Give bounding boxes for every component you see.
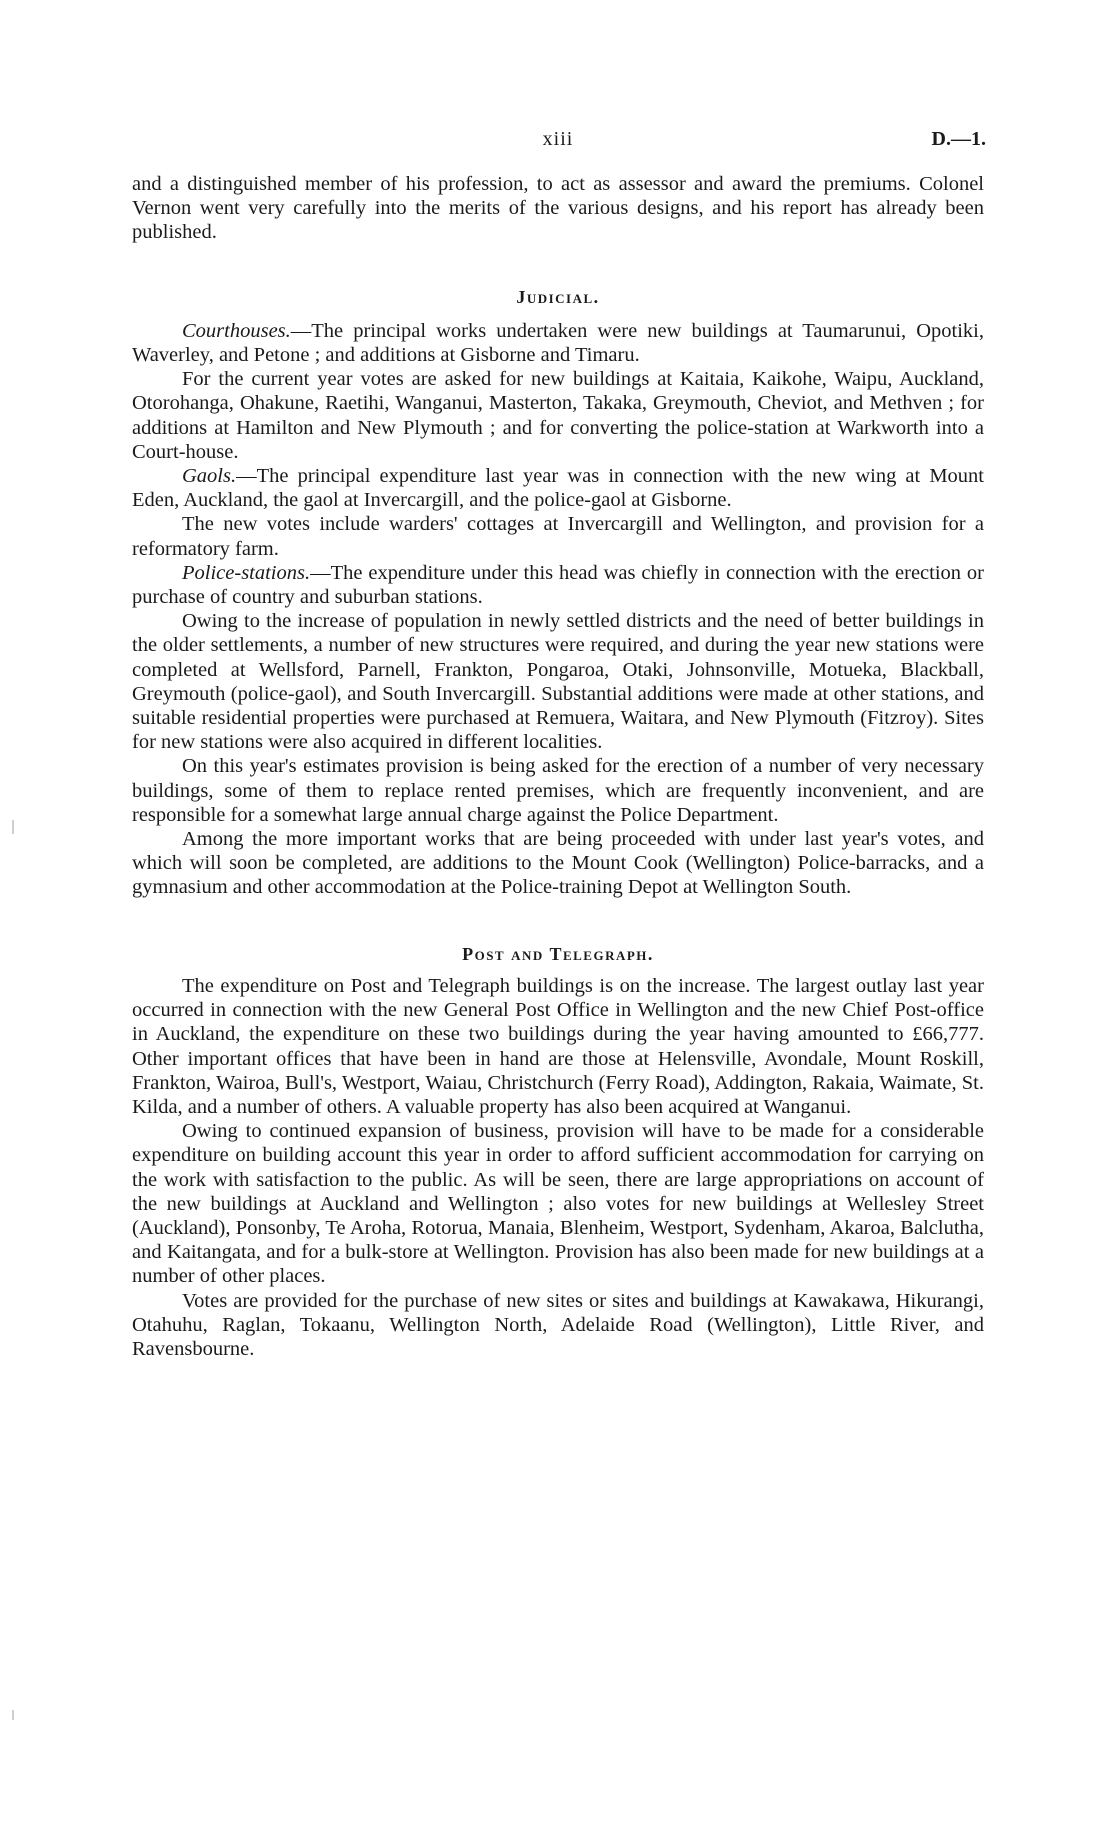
police-stations-label: Police-stations.	[182, 561, 311, 584]
post-sites-paragraph: Votes are provided for the purchase of new sites or sites and buildings at Kawakawa, Hikurangi, Otahuhu, Raglan, Tokaanu, Wellington North, Adelaide Road (Wellington), Little River, and Ravensbourne.	[132, 1289, 984, 1360]
works-paragraph: Among the more important works that are being proceeded with under last year's votes, and which will soon be completed, are additions to the Mount Cook (Wellington) Police-barracks, and a gymnasium and other accommodation at the Police-training Depot at Wellington South.	[132, 828, 984, 899]
section-heading-post-telegraph: Post and Telegraph.	[462, 943, 654, 964]
gaols-paragraph	[132, 464, 984, 512]
courthouses-paragraph	[132, 319, 984, 367]
document-reference: D.—1.	[931, 128, 986, 150]
post-expenditure-paragraph: The expenditure on Post and Telegraph buildings is on the increase. The largest outlay last year occurred in connection with the new General Post Office in Wellington and the new Chief Post-office in Auckland, the expenditure on these two buildings during the year having amounted to £66,777. Other important offices that have been in hand are those at Helensville, Avondale, Mount Roskill, Frankton, Wairoa, Bull's, Westport, Waiau, Christchurch (Ferry Road), Addington, Rakaia, Waimate, St. Kilda, and a number of others. A valuable property has also been acquired at Wanganui.	[132, 974, 984, 1118]
post-expansion-paragraph: Owing to continued expansion of business, provision will have to be made for a considerable expenditure on building account this year in order to afford sufficient accommodation for carrying on the work with satisfaction to the public. As will be seen, there are large appropriations on account of the new buildings at Auckland and Wellington ; also votes for new buildings at Wellesley Street (Auckland), Ponsonby, Te Aroha, Rotorua, Manaia, Blenheim, Westport, Sydenham, Akaroa, Balclutha, and Kaitangata, and for a bulk-store at Wellington. Provision has also been made for new buildings at a number of other places.	[132, 1120, 984, 1288]
intro-paragraph: and a distinguished member of his profession, to act as assessor and award the premiums. Colonel Vernon went very carefully into the merits of the various designs, and his report has already been published.	[132, 173, 984, 244]
gaols-label: Gaols.	[182, 465, 237, 488]
gaols-text: —The principal expenditure last year was in connection with the new wing at Mount Eden, Auckland, the gaol at Invercargill, and the police-gaol at Gisborne.	[132, 465, 984, 512]
scan-edge-mark	[12, 820, 14, 834]
courthouses-label: Courthouses.	[182, 319, 291, 342]
page-number: xiii	[542, 128, 574, 150]
estimates-paragraph: On this year's estimates provision is being asked for the erection of a number of very necessary buildings, some of them to replace rented premises, which are frequently inconvenient, and are responsible for a somewhat large annual charge against the Police Department.	[132, 755, 984, 826]
page-body	[132, 172, 984, 1361]
courthouses-text: —The principal works undertaken were new buildings at Taumarunui, Opotiki, Waverley, and Petone ; and additions at Gisborne and Timaru.	[132, 319, 984, 367]
gaols-votes-paragraph: The new votes include warders' cottages at Invercargill and Wellington, and provision for a reformatory farm.	[132, 513, 984, 560]
population-paragraph: Owing to the increase of population in newly settled districts and the need of better buildings in the older settlements, a number of new structures were required, and during the year new stations were completed at Wellsford, Parnell, Frankton, Pongaroa, Otaki, Johnsonville, Motueka, Blackball, Greymouth (police-gaol), and South Invercargill. Substantial additions were made at other stations, and suitable residential properties were purchased at Remuera, Waitara, and New Plymouth (Fitzroy). Sites for new stations were also acquired in different localities.	[132, 610, 984, 754]
police-stations-text: —The expenditure under this head was chiefly in connection with the erection or purchase of country and suburban stations.	[132, 561, 984, 609]
courthouse-votes-paragraph: For the current year votes are asked for new buildings at Kaitaia, Kaikohe, Waipu, Auckland, Otorohanga, Ohakune, Raetihi, Wanganui, Masterton, Takaka, Greymouth, Cheviot, and Methven ; for additions at Hamilton and New Plymouth ; and for converting the police-station at Warkworth into a Court-house.	[132, 368, 984, 463]
section-heading-judicial: Judicial.	[516, 286, 600, 307]
page-header	[130, 128, 986, 158]
scan-edge-mark	[12, 1710, 14, 1720]
police-stations-paragraph	[132, 561, 984, 609]
